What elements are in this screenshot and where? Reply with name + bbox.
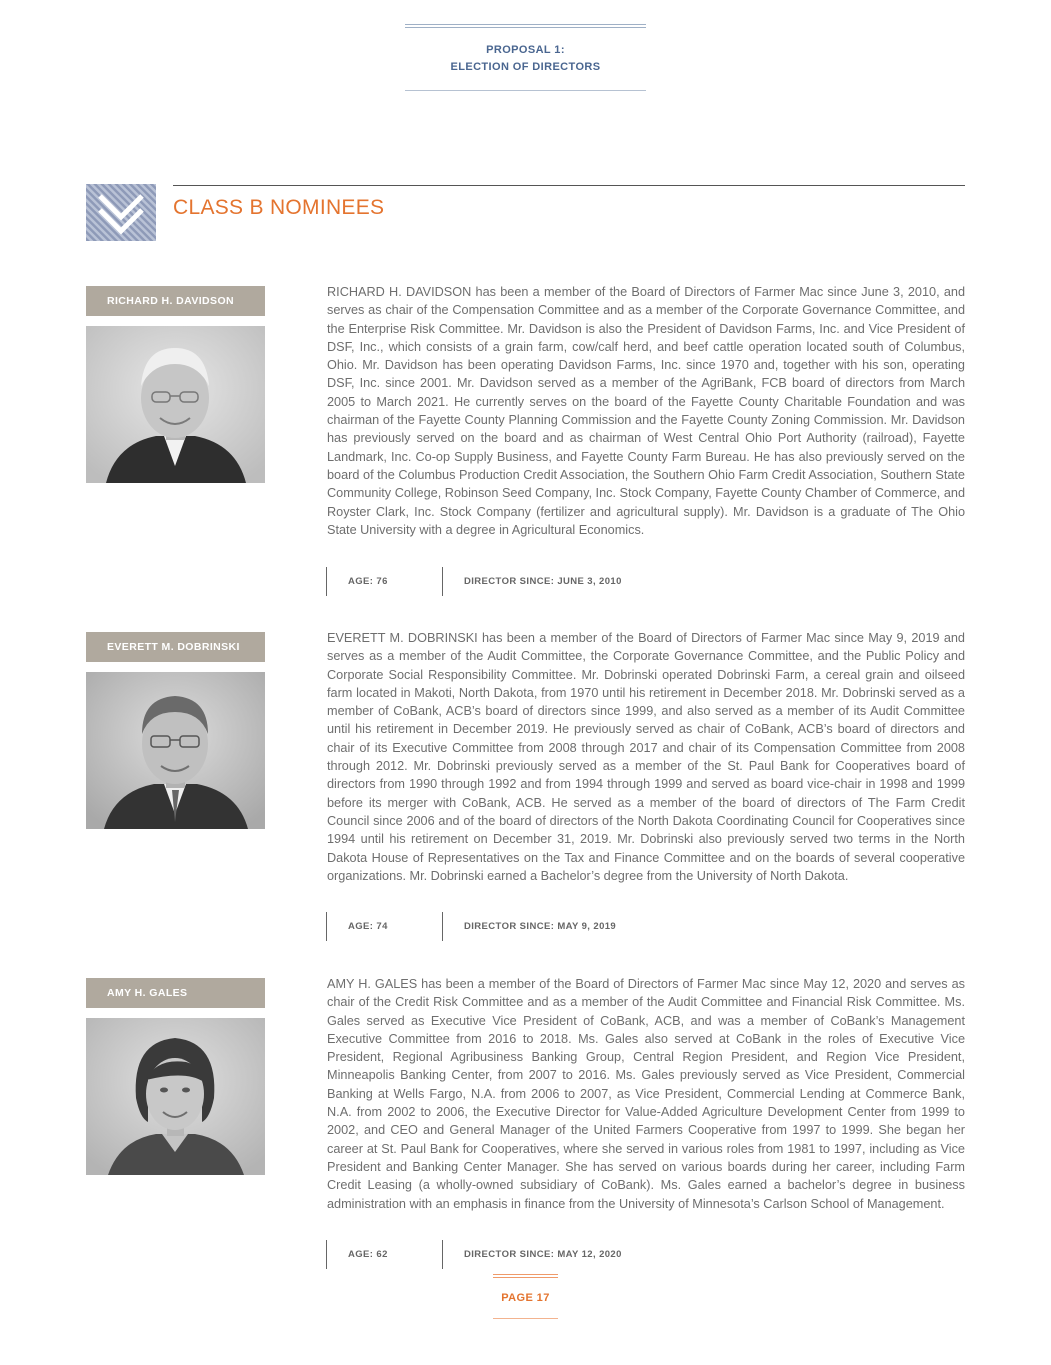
footer-top-rule [493,1274,558,1278]
header-line-1: PROPOSAL 1: [486,44,565,56]
footer-bottom-rule [493,1318,558,1319]
header-line-2: ELECTION OF DIRECTORS [450,61,601,73]
nominee-age [326,912,388,941]
header-bottom-rule [405,90,646,91]
nominee-photo [86,1018,265,1175]
page-footer [493,1274,558,1319]
farmer-mac-chevron-logo-icon [86,184,156,241]
nominee-photo [86,326,265,483]
nominee-age-text: AGE: 74 [348,921,388,932]
nominee-age [326,1240,388,1269]
header-title [405,42,646,76]
nominee-director-since-text: DIRECTOR SINCE: MAY 9, 2019 [464,921,617,932]
nominee-bio: RICHARD H. DAVIDSON has been a member of the Board of Directors of Farmer Mac since June 3, 2010, and serves as chair of the Compensation Committee and as a member of the Corporate Governance Committee, and the Enterprise Risk Committee. Mr. Davidson is also the President of Davidson Farms, Inc. and Vice President of DSF, Inc., which consists of a grain farm, cow/calf herd, and beef cattle operation located south of Columbus, Ohio. Mr. Davidson has been operating Davidson Farms, Inc. since 1970 and, together with his son, operating DSF, Inc. since 2001. Mr. Davidson served as a member of the AgriBank, FCB board of directors from March 2005 to March 2021. He currently serves on the board of the Fayette County Charitable Foundation and was chairman of the Fayette County Planning Commission and the Fayette County Zoning Commission. Mr. Davidson has previously served on the board and as chairman of West Central Ohio Port Authority (railroad), Fayette Landmark, Inc. Co-op Supply Business, and Fayette County Farm Bureau. He has also previously served on the board of the Columbus Production Credit Association, the Southern Ohio Farm Credit Association, Southern State Community College, Robinson Seed Company, Inc. Stock Company, Fayette County Chamber of Commerce, and Royster Clark, Inc. Stock Company (fertilizer and agricultural supply). Mr. Davidson is a graduate of The Ohio State University with a degree in Agricultural Economics. [327,285,965,537]
section-rule [173,185,965,186]
nominee-bio: AMY H. GALES has been a member of the Board of Directors of Farmer Mac since May 12, 2020 and serves as chair of the Credit Risk Committee and as a member of the Audit Committee and Financial Risk Committee. Ms. Gales served as Executive Vice President of CoBank, ACB, and was a member of CoBank’s Management Executive Committee from 2016 to 2018. Ms. Gales also served at CoBank in the roles of Executive Vice President, Regional Agribusiness Banking Group, Central Region President, and Region Vice President, Minneapolis Banking Center, from 2007 to 2016. Ms. Gales previously served as Vice President, Commercial Banking at Wells Fargo, N.A. from 2006 to 2007, as Vice President, Commercial Lending at Commerce Bank, N.A. from 2002 to 2006, the Executive Director for Value-Added Agriculture Development Center from 1999 to 2002, and CEO and General Manager of the United Farmers Cooperative from 1997 to 1999. She began her career at St. Paul Bank for Cooperatives, where she served in various roles from 1981 to 1997, including as Vice President and Banking Center Manager. She has served on various boards during her career, including Farm Credit Leasing (a wholly-owned subsidiary of CoBank). Ms. Gales earned a bachelor’s degree in business administration with an emphasis in finance from the University of Minnesota’s Carlson School of Management. [327,977,965,1211]
nominee-director-since [442,1240,622,1269]
nominee-name-tag: AMY H. GALES [86,978,265,1008]
nominee-age-text: AGE: 76 [348,576,388,587]
page-header [405,24,646,91]
section-title: CLASS B NOMINEES [173,196,385,219]
nominee-age [326,567,388,596]
page-number: PAGE 17 [501,1292,550,1304]
nominee-director-since [442,912,617,941]
nominee-name-tag: RICHARD H. DAVIDSON [86,286,265,316]
nominee-bio: EVERETT M. DOBRINSKI has been a member of the Board of Directors of Farmer Mac since May 9, 2019 and serves as a member of the Audit Committee, the Corporate Governance Committee, and the Public Policy and Corporate Social Responsibility Committee. Mr. Dobrinski operated Dobrinski Farm, a cereal grain and oilseed farm located in Makoti, North Dakota, from 1970 until his retirement in December 2018. Mr. Dobrinski served as a member of CoBank, ACB’s board of directors since 1999, and also served as a member of its Audit Committee until his retirement in December 2019. He previously served as chair of CoBank, ACB’s board of directors and chair of its Executive Committee from 2008 through 2017 and chair of its Compensation Committee from 2008 through 2012. Mr. Dobrinski previously served as a member of the St. Paul Bank for Cooperatives board of directors from 1990 through 1992 and from 1994 through 1999 and served as board vice-chair in 1998 and 1999 before its merger with CoBank, ACB. He served as a member of the board of directors of The Farm Credit Council since 2006 and of the board of directors of the North Dakota Coordinating Council for Cooperatives since 1994 until his retirement on December 31, 2019. Mr. Dobrinski also previously served two terms in the North Dakota House of Representatives on the Tax and Finance Committee and on the boards of several cooperative organizations. Mr. Dobrinski earned a Bachelor’s degree from the University of North Dakota. [327,631,965,883]
nominee-age-text: AGE: 62 [348,1249,388,1260]
nominee-director-since-text: DIRECTOR SINCE: MAY 12, 2020 [464,1249,622,1260]
nominee-name-tag: EVERETT M. DOBRINSKI [86,632,265,662]
nominee-director-since-text: DIRECTOR SINCE: JUNE 3, 2010 [464,576,622,587]
nominee-photo [86,672,265,829]
nominee-director-since [442,567,622,596]
header-top-rule [405,24,646,28]
